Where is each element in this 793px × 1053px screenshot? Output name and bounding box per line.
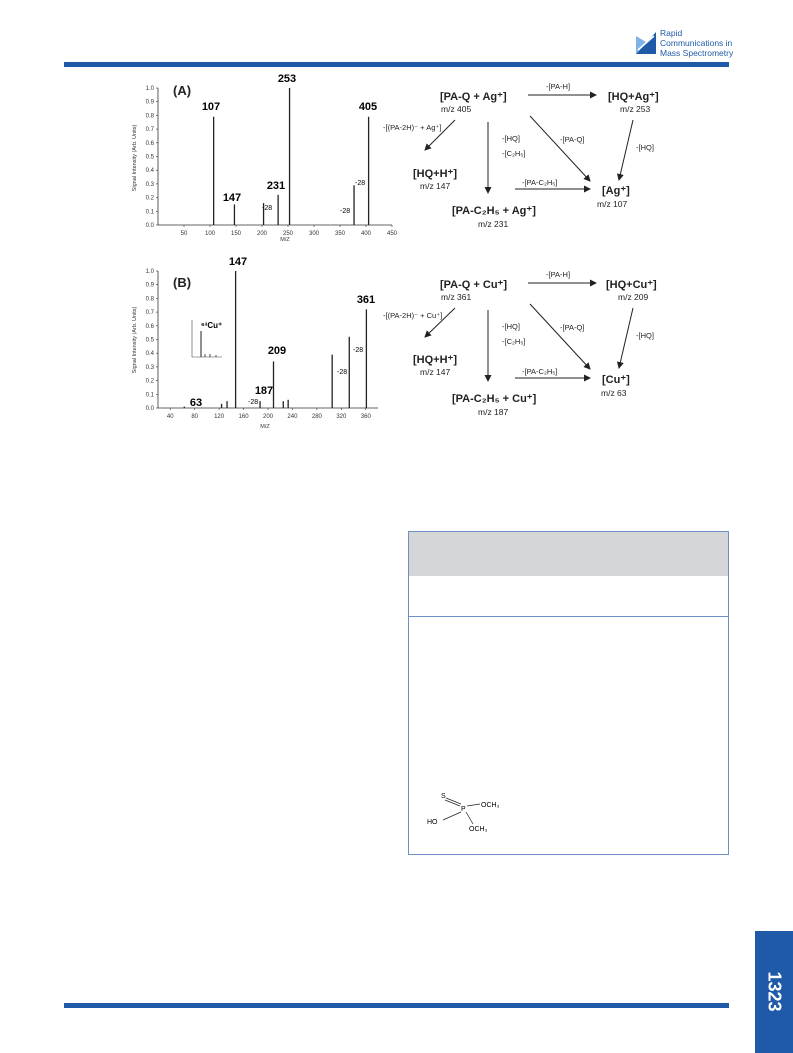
x-tick-label: 300 [308,231,320,237]
scheme-b-product-bottom-mz: m/z 187 [478,407,509,417]
scheme-a-product-bottom-mz: m/z 231 [478,219,509,229]
inset-spectrum [192,320,222,357]
y-tick-label: 0.9 [145,99,154,106]
spectrum-b-y-axis-label: Signal Intensity (Arb. Units) [132,306,138,374]
y-tick-label: 0.1 [145,209,154,216]
y-tick-label: 0.3 [145,181,154,188]
x-tick-label: 320 [336,414,347,420]
page-number-tab [755,931,793,1053]
structure-atom-ho: HO [427,819,438,826]
y-tick-label: 0.9 [145,282,154,289]
scheme-b-precursor: [PA-Q + Cu⁺] [440,279,508,291]
scheme-arrow [530,304,590,369]
scheme-b-loss: -[HQ] [502,322,520,331]
x-tick-label: 400 [360,231,372,237]
loss-label: -28 [355,180,366,187]
y-tick-label: 0.5 [145,154,154,161]
scheme-a [383,82,659,229]
scheme-b-product-left: [HQ+H⁺] [413,354,457,366]
scheme-b-loss: -[C₂H₅] [502,337,526,346]
scheme-a-metal-ion: [Ag⁺] [602,185,630,197]
scheme-arrow [619,120,633,180]
x-tick-label: 100 [204,231,216,237]
peak-label-361: 361 [356,294,376,306]
y-tick-label: 0.2 [145,195,154,202]
table-box [408,531,729,855]
x-tick-label: 50 [180,231,188,237]
spectrum-b [132,256,378,430]
loss-label: -28 [340,208,351,215]
x-tick-label: 200 [262,414,274,420]
scheme-b-product-right-mz: m/z 209 [618,292,649,302]
scheme-b-precursor-mz: m/z 361 [441,292,472,302]
journal-title-line-1: Rapid [660,28,683,38]
x-tick-label: 160 [238,414,249,420]
scheme-a-loss: -[C₂H₅] [502,149,526,158]
loss-label: -28 [337,369,348,376]
scheme-b-loss: -[PA-H] [546,270,571,279]
scheme-b-metal-ion: [Cu⁺] [602,374,630,386]
structure-atom-s: S [441,793,446,800]
spectrum-a-x-axis-label: M/Z [280,237,290,243]
scheme-arrow [530,116,590,181]
peak-label-405: 405 [358,101,378,113]
peak-label-253: 253 [277,73,297,85]
panel-b-label: (B) [173,275,192,290]
y-tick-label: 0.8 [145,113,154,120]
journal-title-line-2: Communications in [660,38,733,48]
peak-label-209: 209 [267,345,287,357]
y-tick-label: 0.7 [145,127,154,134]
panel-a-label: (A) [173,83,192,98]
scheme-b-loss: -[PA-C₂H₅] [522,367,558,376]
x-tick-label: 350 [334,231,346,237]
scheme-a-product-left-mz: m/z 147 [420,181,451,191]
inset-label: ⁶³Cu⁺ [201,321,223,330]
loss-label: -28 [248,399,259,406]
y-tick-label: 0.1 [145,392,154,399]
scheme-a-loss: -[PA-H] [546,82,571,91]
peak-label-147: 147 [228,256,248,268]
scheme-b-product-left-mz: m/z 147 [420,367,451,377]
structure-atom-och3: OCH₃ [469,826,488,833]
scheme-a-loss: -[HQ] [502,134,520,143]
page-number: 1323 [764,971,785,1012]
scheme-a-precursor: [PA-Q + Ag⁺] [440,91,507,103]
scheme-a-product-right: [HQ+Ag⁺] [608,91,659,103]
x-tick-label: 200 [256,231,268,237]
x-tick-label: 40 [166,414,174,420]
scheme-b [383,270,657,417]
scheme-a-loss: -[PA-Q] [560,135,585,144]
y-tick-label: 0.4 [145,168,154,175]
scheme-arrow [619,308,633,368]
scheme-b-loss: -[(PA-2H)⁻ + Cu⁺] [383,311,443,320]
footer-rule [64,1003,729,1008]
scheme-b-loss: -[HQ] [636,331,654,340]
y-tick-label: 0.6 [145,140,154,147]
x-tick-label: 240 [287,414,298,420]
scheme-b-product-right: [HQ+Cu⁺] [606,279,657,291]
y-tick-label: 1.0 [145,269,154,275]
scheme-a-loss: -[(PA-2H)⁻ + Ag⁺] [383,123,442,132]
scheme-b-loss: -[PA-Q] [560,323,585,332]
figure [0,0,793,460]
loss-label: -28 [353,347,364,354]
scheme-b-metal-ion-mz: m/z 63 [601,388,627,398]
scheme-a-metal-ion-mz: m/z 107 [597,199,628,209]
scheme-a-product-bottom: [PA-C₂H₅ + Ag⁺] [452,205,536,217]
structure-atom-och3: OCH₃ [481,802,500,809]
y-tick-label: 0.2 [145,378,154,385]
x-tick-label: 360 [360,414,371,420]
y-tick-label: 0.8 [145,296,154,303]
scheme-b-product-bottom: [PA-C₂H₅ + Cu⁺] [452,393,537,405]
peak-label-63: 63 [189,397,203,409]
spectrum-b-x-axis-label: M/Z [260,424,270,430]
y-tick-label: 0.0 [145,406,154,412]
x-tick-label: 450 [386,231,398,237]
x-tick-label: 250 [282,231,294,237]
table-header [409,532,728,576]
y-tick-label: 0.4 [145,351,154,358]
table-row [409,576,728,617]
structure-atom-p: P [461,806,466,813]
x-tick-label: 120 [214,414,225,420]
peak-label-231: 231 [266,180,286,192]
y-tick-label: 0.0 [145,223,154,229]
peak-label-147: 147 [222,192,242,204]
y-tick-label: 0.3 [145,364,154,371]
spectrum-a [132,73,398,243]
y-tick-label: 0.7 [145,310,154,317]
scheme-a-loss: -[PA-C₂H₅] [522,178,558,187]
chemical-structure [423,786,513,836]
y-tick-label: 0.5 [145,337,154,344]
x-tick-label: 280 [311,414,322,420]
y-tick-label: 0.6 [145,323,154,330]
scheme-a-product-left: [HQ+H⁺] [413,168,457,180]
journal-title-line-3: Mass Spectrometry [660,48,734,58]
scheme-a-product-right-mz: m/z 253 [620,104,651,114]
y-tick-label: 1.0 [145,86,154,92]
peak-label-107: 107 [201,101,221,113]
x-tick-label: 80 [191,414,199,420]
scheme-a-precursor-mz: m/z 405 [441,104,472,114]
peak-label-187: 187 [254,385,274,397]
scheme-a-loss: -[HQ] [636,143,654,152]
spectrum-a-y-axis-label: Signal Intensity (Arb. Units) [132,124,138,192]
loss-label: -28 [262,205,273,212]
x-tick-label: 150 [230,231,242,237]
